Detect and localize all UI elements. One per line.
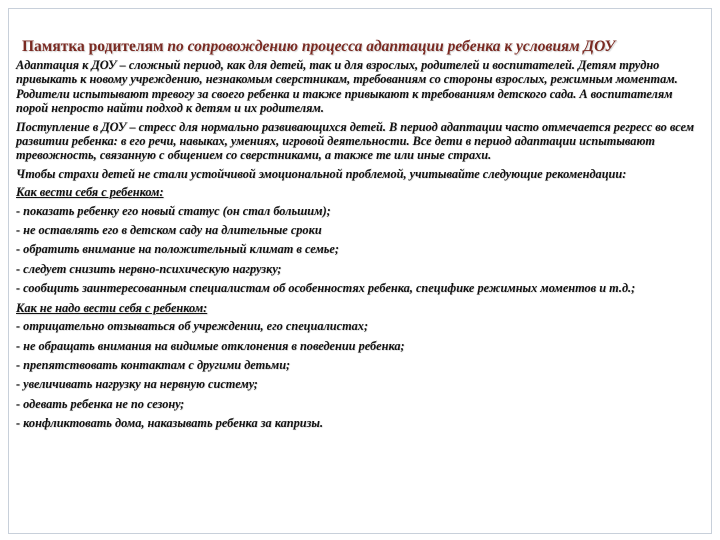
do-heading: Как вести себя с ребенком: — [16, 185, 164, 200]
memo-title — [16, 38, 700, 55]
dont-heading: Как не надо вести себя с ребенком: — [16, 300, 208, 315]
do-item: - сообщить заинтересованным специалистам об особенностях ребенка, специфике режимных моментов и т.д.; — [16, 281, 636, 296]
do-item: - не оставлять его в детском саду на длительные сроки — [16, 223, 322, 238]
dont-item: - конфликтовать дома, наказывать ребенка за капризы. — [16, 416, 324, 431]
dont-item: - препятствовать контактам с другими детьми; — [16, 357, 291, 372]
dont-item: - увеличивать нагрузку на нервную систему; — [16, 377, 258, 392]
title-subject: по сопровождению процесса адаптации ребенка к условиям ДОУ — [167, 38, 616, 55]
dont-item: - отрицательно отзываться об учреждении, его специалистах; — [16, 319, 369, 334]
do-item: - обратить внимание на положительный климат в семье; — [16, 242, 339, 257]
memo-content — [16, 38, 700, 436]
do-item: - следует снизить нервно-психическую нагрузку; — [16, 261, 282, 276]
recommendations-intro: Чтобы страхи детей не стали устойчивой эмоциональной проблемой, учитывайте следующие рекомендации: — [16, 166, 627, 181]
dont-item: - не обращать внимания на видимые отклонения в поведении ребенка; — [16, 338, 405, 353]
do-item: - показать ребенку его новый статус (он стал большим); — [16, 203, 331, 218]
dont-item: - одевать ребенка не по сезону; — [16, 396, 185, 411]
intro-paragraph: Адаптация к ДОУ – сложный период, как для детей, так и для взрослых, родителей и воспитателей. Детям трудно привыкать к новому учреждению, незнакомым сверстникам, требованиям со стороны взрослых, режимным моментам. Родители испытывают тревогу за своего ребенка и также привыкают к требованиям детского сада. А воспитателям порой непросто найти подход к детям и их родителям. — [16, 58, 678, 116]
stress-paragraph: Поступление в ДОУ – стресс для нормально развивающихся детей. В период адаптации часто отмечается регресс во всем развитии ребенка: в его речи, навыках, умениях, игровой деятельности. Все дети в период адаптации испытывают тревожность, связанную с общением со сверстниками, а также те или иные страхи. — [16, 119, 695, 163]
title-main: Памятка родителям — [22, 38, 168, 55]
